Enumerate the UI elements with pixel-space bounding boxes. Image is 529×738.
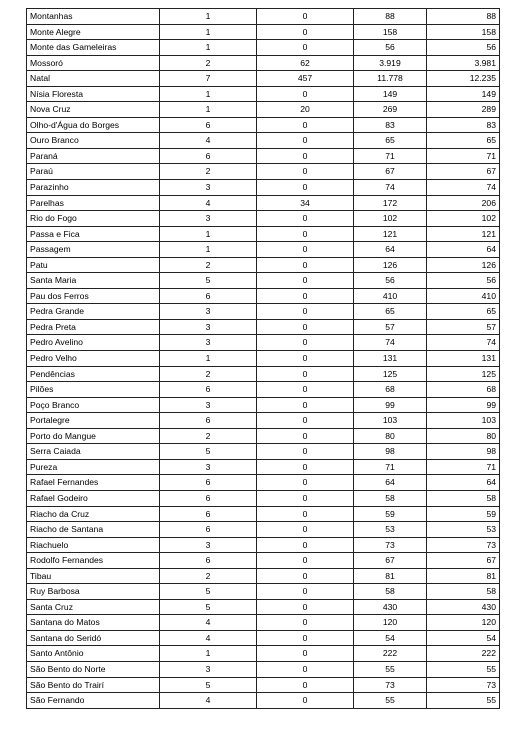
table-row bbox=[27, 693, 500, 709]
table-row bbox=[27, 24, 500, 40]
table-row bbox=[27, 537, 500, 553]
col4-cell: 172 bbox=[354, 195, 427, 211]
col3-cell: 0 bbox=[257, 584, 354, 600]
municipality-cell: Paraná bbox=[27, 148, 160, 164]
col2-cell: 1 bbox=[160, 9, 257, 25]
col3-cell: 0 bbox=[257, 319, 354, 335]
col2-cell: 6 bbox=[160, 475, 257, 491]
total-cell: 68 bbox=[427, 382, 500, 398]
col3-cell: 0 bbox=[257, 522, 354, 538]
municipality-cell: Pedro Avelino bbox=[27, 335, 160, 351]
municipality-cell: Santa Cruz bbox=[27, 599, 160, 615]
col3-cell: 0 bbox=[257, 444, 354, 460]
table-row bbox=[27, 133, 500, 149]
table-row bbox=[27, 55, 500, 71]
col4-cell: 99 bbox=[354, 397, 427, 413]
col4-cell: 131 bbox=[354, 351, 427, 367]
col3-cell: 0 bbox=[257, 86, 354, 102]
total-cell: 64 bbox=[427, 242, 500, 258]
col2-cell: 1 bbox=[160, 24, 257, 40]
col2-cell: 1 bbox=[160, 226, 257, 242]
col4-cell: 58 bbox=[354, 584, 427, 600]
col3-cell: 0 bbox=[257, 397, 354, 413]
col2-cell: 3 bbox=[160, 319, 257, 335]
table-row bbox=[27, 288, 500, 304]
col2-cell: 6 bbox=[160, 148, 257, 164]
col2-cell: 5 bbox=[160, 444, 257, 460]
col2-cell: 1 bbox=[160, 242, 257, 258]
municipality-cell: Pilões bbox=[27, 382, 160, 398]
col3-cell: 0 bbox=[257, 537, 354, 553]
col2-cell: 2 bbox=[160, 164, 257, 180]
col3-cell: 0 bbox=[257, 351, 354, 367]
col2-cell: 6 bbox=[160, 522, 257, 538]
col2-cell: 2 bbox=[160, 55, 257, 71]
table-row bbox=[27, 273, 500, 289]
col2-cell: 4 bbox=[160, 195, 257, 211]
col4-cell: 64 bbox=[354, 242, 427, 258]
col2-cell: 3 bbox=[160, 180, 257, 196]
total-cell: 58 bbox=[427, 584, 500, 600]
total-cell: 81 bbox=[427, 568, 500, 584]
col4-cell: 74 bbox=[354, 180, 427, 196]
col4-cell: 158 bbox=[354, 24, 427, 40]
col2-cell: 2 bbox=[160, 257, 257, 273]
col3-cell: 457 bbox=[257, 71, 354, 87]
col4-cell: 71 bbox=[354, 148, 427, 164]
total-cell: 149 bbox=[427, 86, 500, 102]
total-cell: 98 bbox=[427, 444, 500, 460]
municipality-cell: Nova Cruz bbox=[27, 102, 160, 118]
total-cell: 410 bbox=[427, 288, 500, 304]
municipality-cell: Pedro Velho bbox=[27, 351, 160, 367]
municipality-cell: Ruy Barbosa bbox=[27, 584, 160, 600]
col3-cell: 0 bbox=[257, 148, 354, 164]
col3-cell: 0 bbox=[257, 677, 354, 693]
col2-cell: 6 bbox=[160, 288, 257, 304]
col2-cell: 5 bbox=[160, 677, 257, 693]
municipality-cell: Santa Maria bbox=[27, 273, 160, 289]
col2-cell: 6 bbox=[160, 553, 257, 569]
col2-cell: 4 bbox=[160, 630, 257, 646]
col2-cell: 4 bbox=[160, 133, 257, 149]
total-cell: 131 bbox=[427, 351, 500, 367]
total-cell: 65 bbox=[427, 133, 500, 149]
municipality-cell: Ouro Branco bbox=[27, 133, 160, 149]
table-row bbox=[27, 677, 500, 693]
table-row bbox=[27, 366, 500, 382]
table-row bbox=[27, 351, 500, 367]
total-cell: 120 bbox=[427, 615, 500, 631]
municipality-cell: Pureza bbox=[27, 459, 160, 475]
col4-cell: 80 bbox=[354, 428, 427, 444]
col3-cell: 0 bbox=[257, 273, 354, 289]
col3-cell: 0 bbox=[257, 164, 354, 180]
col4-cell: 56 bbox=[354, 273, 427, 289]
municipality-cell: Monte Alegre bbox=[27, 24, 160, 40]
total-cell: 71 bbox=[427, 459, 500, 475]
table-row bbox=[27, 568, 500, 584]
table-row bbox=[27, 506, 500, 522]
col2-cell: 6 bbox=[160, 117, 257, 133]
municipality-cell: Santana do Matos bbox=[27, 615, 160, 631]
municipality-cell: Riachuelo bbox=[27, 537, 160, 553]
municipality-cell: Natal bbox=[27, 71, 160, 87]
col4-cell: 53 bbox=[354, 522, 427, 538]
col4-cell: 64 bbox=[354, 475, 427, 491]
table-row bbox=[27, 180, 500, 196]
col3-cell: 0 bbox=[257, 599, 354, 615]
total-cell: 73 bbox=[427, 537, 500, 553]
col3-cell: 0 bbox=[257, 133, 354, 149]
table-row bbox=[27, 335, 500, 351]
col2-cell: 5 bbox=[160, 273, 257, 289]
table-row bbox=[27, 319, 500, 335]
col3-cell: 0 bbox=[257, 475, 354, 491]
total-cell: 289 bbox=[427, 102, 500, 118]
table-row bbox=[27, 148, 500, 164]
col3-cell: 0 bbox=[257, 40, 354, 56]
municipality-table bbox=[26, 8, 500, 709]
table-row bbox=[27, 257, 500, 273]
col4-cell: 57 bbox=[354, 319, 427, 335]
table-row bbox=[27, 615, 500, 631]
col4-cell: 67 bbox=[354, 553, 427, 569]
table-row bbox=[27, 584, 500, 600]
table-row bbox=[27, 9, 500, 25]
total-cell: 53 bbox=[427, 522, 500, 538]
col2-cell: 2 bbox=[160, 568, 257, 584]
col4-cell: 65 bbox=[354, 304, 427, 320]
total-cell: 83 bbox=[427, 117, 500, 133]
total-cell: 125 bbox=[427, 366, 500, 382]
col3-cell: 0 bbox=[257, 288, 354, 304]
col3-cell: 0 bbox=[257, 506, 354, 522]
total-cell: 57 bbox=[427, 319, 500, 335]
table-row bbox=[27, 242, 500, 258]
col4-cell: 81 bbox=[354, 568, 427, 584]
total-cell: 67 bbox=[427, 553, 500, 569]
col2-cell: 3 bbox=[160, 537, 257, 553]
municipality-cell: São Bento do Trairí bbox=[27, 677, 160, 693]
municipality-cell: Rafael Godeiro bbox=[27, 490, 160, 506]
municipality-cell: Portalegre bbox=[27, 413, 160, 429]
col4-cell: 126 bbox=[354, 257, 427, 273]
total-cell: 126 bbox=[427, 257, 500, 273]
col2-cell: 6 bbox=[160, 413, 257, 429]
col4-cell: 103 bbox=[354, 413, 427, 429]
municipality-cell: Santo Antônio bbox=[27, 646, 160, 662]
table-row bbox=[27, 86, 500, 102]
total-cell: 103 bbox=[427, 413, 500, 429]
municipality-cell: Paraú bbox=[27, 164, 160, 180]
municipality-cell: Monte das Gameleiras bbox=[27, 40, 160, 56]
col3-cell: 0 bbox=[257, 226, 354, 242]
col4-cell: 121 bbox=[354, 226, 427, 242]
col4-cell: 73 bbox=[354, 677, 427, 693]
table-row bbox=[27, 164, 500, 180]
municipality-cell: Pedra Grande bbox=[27, 304, 160, 320]
col2-cell: 7 bbox=[160, 71, 257, 87]
municipality-cell: Parelhas bbox=[27, 195, 160, 211]
col3-cell: 0 bbox=[257, 335, 354, 351]
municipality-cell: Mossoró bbox=[27, 55, 160, 71]
total-cell: 59 bbox=[427, 506, 500, 522]
total-cell: 56 bbox=[427, 40, 500, 56]
col3-cell: 0 bbox=[257, 382, 354, 398]
col3-cell: 34 bbox=[257, 195, 354, 211]
total-cell: 65 bbox=[427, 304, 500, 320]
municipality-cell: Pendências bbox=[27, 366, 160, 382]
col2-cell: 4 bbox=[160, 693, 257, 709]
total-cell: 74 bbox=[427, 335, 500, 351]
municipality-cell: São Bento do Norte bbox=[27, 661, 160, 677]
municipality-cell: Riacho da Cruz bbox=[27, 506, 160, 522]
total-cell: 67 bbox=[427, 164, 500, 180]
col3-cell: 0 bbox=[257, 180, 354, 196]
table-row bbox=[27, 117, 500, 133]
municipality-cell: Rio do Fogo bbox=[27, 211, 160, 227]
col3-cell: 0 bbox=[257, 693, 354, 709]
table-row bbox=[27, 397, 500, 413]
col4-cell: 67 bbox=[354, 164, 427, 180]
total-cell: 430 bbox=[427, 599, 500, 615]
col3-cell: 0 bbox=[257, 9, 354, 25]
col2-cell: 3 bbox=[160, 211, 257, 227]
table-row bbox=[27, 102, 500, 118]
col3-cell: 0 bbox=[257, 24, 354, 40]
col3-cell: 0 bbox=[257, 553, 354, 569]
col4-cell: 83 bbox=[354, 117, 427, 133]
municipality-cell: Passagem bbox=[27, 242, 160, 258]
municipality-cell: Santana do Seridó bbox=[27, 630, 160, 646]
table-row bbox=[27, 599, 500, 615]
col4-cell: 55 bbox=[354, 693, 427, 709]
col4-cell: 120 bbox=[354, 615, 427, 631]
col4-cell: 410 bbox=[354, 288, 427, 304]
col3-cell: 0 bbox=[257, 459, 354, 475]
col2-cell: 4 bbox=[160, 615, 257, 631]
col4-cell: 98 bbox=[354, 444, 427, 460]
col4-cell: 73 bbox=[354, 537, 427, 553]
col3-cell: 0 bbox=[257, 568, 354, 584]
table-row bbox=[27, 413, 500, 429]
table-row bbox=[27, 646, 500, 662]
col3-cell: 0 bbox=[257, 615, 354, 631]
table-row bbox=[27, 490, 500, 506]
municipality-cell: Riacho de Santana bbox=[27, 522, 160, 538]
table-body bbox=[27, 9, 500, 709]
total-cell: 71 bbox=[427, 148, 500, 164]
col2-cell: 5 bbox=[160, 584, 257, 600]
col4-cell: 430 bbox=[354, 599, 427, 615]
table-row bbox=[27, 661, 500, 677]
col2-cell: 3 bbox=[160, 304, 257, 320]
table-row bbox=[27, 226, 500, 242]
table-row bbox=[27, 459, 500, 475]
col4-cell: 269 bbox=[354, 102, 427, 118]
col4-cell: 125 bbox=[354, 366, 427, 382]
total-cell: 73 bbox=[427, 677, 500, 693]
col2-cell: 6 bbox=[160, 490, 257, 506]
col2-cell: 6 bbox=[160, 382, 257, 398]
total-cell: 222 bbox=[427, 646, 500, 662]
municipality-cell: Serra Caiada bbox=[27, 444, 160, 460]
total-cell: 121 bbox=[427, 226, 500, 242]
total-cell: 99 bbox=[427, 397, 500, 413]
col4-cell: 102 bbox=[354, 211, 427, 227]
table-row bbox=[27, 630, 500, 646]
col4-cell: 59 bbox=[354, 506, 427, 522]
col2-cell: 3 bbox=[160, 397, 257, 413]
col4-cell: 65 bbox=[354, 133, 427, 149]
col4-cell: 68 bbox=[354, 382, 427, 398]
table-row bbox=[27, 71, 500, 87]
col4-cell: 3.919 bbox=[354, 55, 427, 71]
municipality-cell: Patu bbox=[27, 257, 160, 273]
col2-cell: 6 bbox=[160, 506, 257, 522]
municipality-cell: Montanhas bbox=[27, 9, 160, 25]
col2-cell: 2 bbox=[160, 366, 257, 382]
total-cell: 64 bbox=[427, 475, 500, 491]
col2-cell: 1 bbox=[160, 646, 257, 662]
total-cell: 102 bbox=[427, 211, 500, 227]
col2-cell: 5 bbox=[160, 599, 257, 615]
col2-cell: 1 bbox=[160, 40, 257, 56]
total-cell: 88 bbox=[427, 9, 500, 25]
table-row bbox=[27, 40, 500, 56]
col4-cell: 71 bbox=[354, 459, 427, 475]
col4-cell: 56 bbox=[354, 40, 427, 56]
col3-cell: 0 bbox=[257, 117, 354, 133]
total-cell: 3.981 bbox=[427, 55, 500, 71]
total-cell: 55 bbox=[427, 661, 500, 677]
col2-cell: 3 bbox=[160, 661, 257, 677]
col3-cell: 62 bbox=[257, 55, 354, 71]
municipality-cell: Pedra Preta bbox=[27, 319, 160, 335]
col2-cell: 3 bbox=[160, 335, 257, 351]
table-row bbox=[27, 444, 500, 460]
total-cell: 54 bbox=[427, 630, 500, 646]
col3-cell: 0 bbox=[257, 366, 354, 382]
col2-cell: 1 bbox=[160, 86, 257, 102]
total-cell: 12.235 bbox=[427, 71, 500, 87]
col4-cell: 222 bbox=[354, 646, 427, 662]
total-cell: 158 bbox=[427, 24, 500, 40]
table-row bbox=[27, 428, 500, 444]
col3-cell: 0 bbox=[257, 490, 354, 506]
col3-cell: 0 bbox=[257, 413, 354, 429]
municipality-cell: Rodolfo Fernandes bbox=[27, 553, 160, 569]
table-row bbox=[27, 553, 500, 569]
col3-cell: 0 bbox=[257, 257, 354, 273]
col4-cell: 11.778 bbox=[354, 71, 427, 87]
col2-cell: 1 bbox=[160, 102, 257, 118]
total-cell: 74 bbox=[427, 180, 500, 196]
col2-cell: 2 bbox=[160, 428, 257, 444]
total-cell: 206 bbox=[427, 195, 500, 211]
col4-cell: 55 bbox=[354, 661, 427, 677]
col3-cell: 0 bbox=[257, 630, 354, 646]
col2-cell: 1 bbox=[160, 351, 257, 367]
col3-cell: 0 bbox=[257, 661, 354, 677]
municipality-cell: Rafael Fernandes bbox=[27, 475, 160, 491]
total-cell: 55 bbox=[427, 693, 500, 709]
table-row bbox=[27, 475, 500, 491]
municipality-cell: São Fernando bbox=[27, 693, 160, 709]
col3-cell: 0 bbox=[257, 242, 354, 258]
municipality-cell: Passa e Fica bbox=[27, 226, 160, 242]
municipality-cell: Pau dos Ferros bbox=[27, 288, 160, 304]
col4-cell: 58 bbox=[354, 490, 427, 506]
col3-cell: 0 bbox=[257, 304, 354, 320]
total-cell: 58 bbox=[427, 490, 500, 506]
municipality-cell: Olho-d'Água do Borges bbox=[27, 117, 160, 133]
col3-cell: 0 bbox=[257, 211, 354, 227]
table-row bbox=[27, 522, 500, 538]
col3-cell: 0 bbox=[257, 646, 354, 662]
col3-cell: 20 bbox=[257, 102, 354, 118]
table-row bbox=[27, 382, 500, 398]
col2-cell: 3 bbox=[160, 459, 257, 475]
total-cell: 56 bbox=[427, 273, 500, 289]
table-row bbox=[27, 195, 500, 211]
municipality-cell: Porto do Mangue bbox=[27, 428, 160, 444]
municipality-cell: Tibau bbox=[27, 568, 160, 584]
table-row bbox=[27, 304, 500, 320]
municipality-cell: Nísia Floresta bbox=[27, 86, 160, 102]
table-row bbox=[27, 211, 500, 227]
municipality-cell: Poço Branco bbox=[27, 397, 160, 413]
total-cell: 80 bbox=[427, 428, 500, 444]
col4-cell: 54 bbox=[354, 630, 427, 646]
col4-cell: 74 bbox=[354, 335, 427, 351]
col4-cell: 88 bbox=[354, 9, 427, 25]
municipality-cell: Parazinho bbox=[27, 180, 160, 196]
col3-cell: 0 bbox=[257, 428, 354, 444]
col4-cell: 149 bbox=[354, 86, 427, 102]
